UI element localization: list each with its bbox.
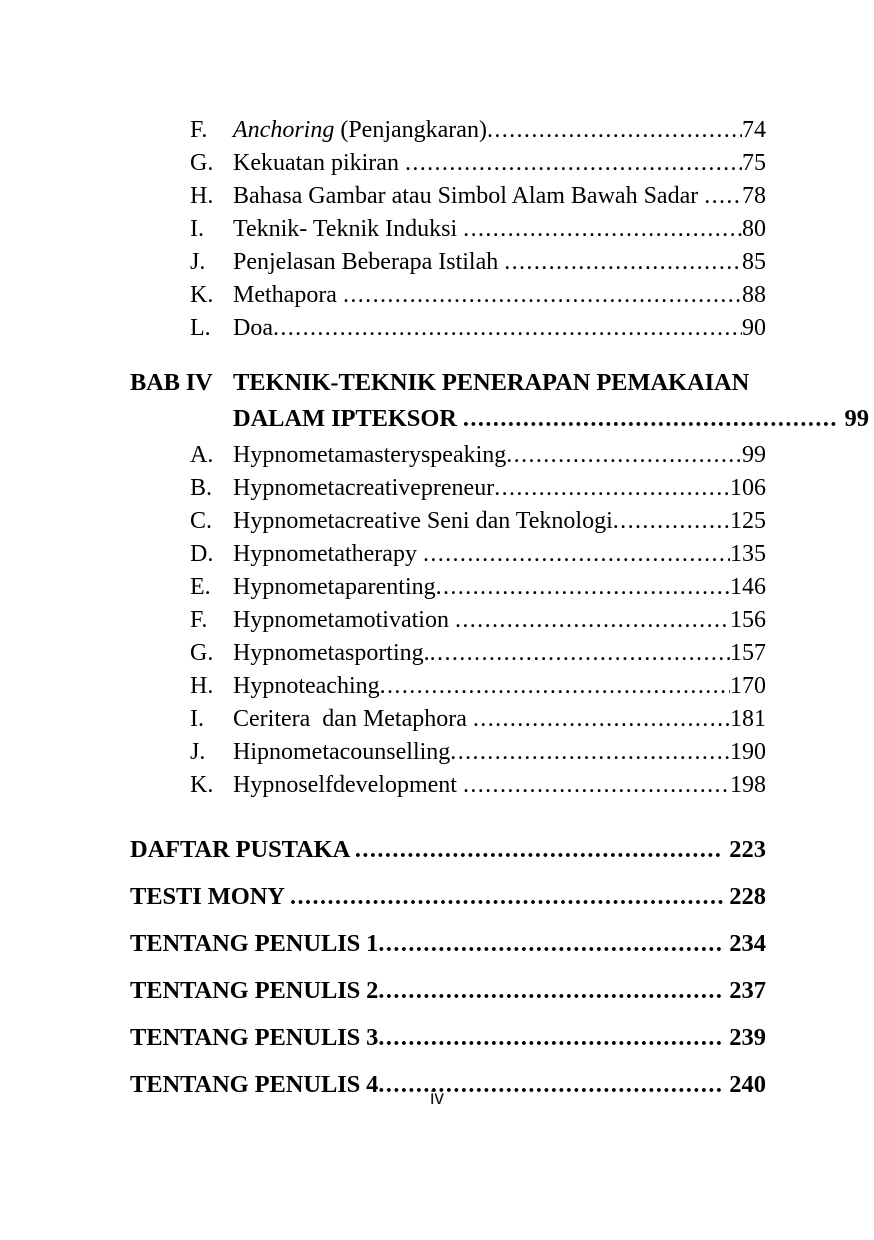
entry-marker: J. [190, 249, 206, 275]
dot-leader [494, 476, 730, 500]
dot-leader [487, 118, 742, 142]
dot-leader [380, 674, 730, 698]
chapter-page-number: 99 [838, 405, 869, 432]
toc-entry[interactable] [130, 279, 766, 312]
page-folio: iv [430, 1088, 444, 1109]
entry-page-number: 170 [730, 673, 766, 699]
entry-marker: A. [190, 442, 214, 468]
toc-entry[interactable] [130, 769, 766, 802]
entry-title: Bahasa Gambar atau Simbol Alam Bawah Sadar [233, 183, 705, 209]
entry-marker: J. [190, 739, 206, 765]
entry-page-number: 99 [742, 442, 766, 468]
toc-entry[interactable] [130, 180, 766, 213]
entry-title: Hypnometasporting. [233, 640, 430, 666]
dot-leader [463, 773, 730, 797]
entry-marker: L. [190, 315, 211, 341]
entry-marker: F. [190, 117, 208, 143]
entry-title: Ceritera dan Metaphora [233, 706, 473, 732]
dot-leader [473, 707, 730, 731]
toc-entry-major[interactable] [130, 873, 766, 920]
entry-title: Doa [233, 315, 273, 341]
entry-marker: I. [190, 706, 204, 732]
toc-group-back-matter [130, 826, 766, 1108]
dot-leader [455, 608, 730, 632]
toc-entry[interactable] [130, 505, 766, 538]
dot-leader [378, 1026, 723, 1051]
toc-entry[interactable] [130, 312, 766, 345]
dot-leader [273, 316, 742, 340]
entry-page-number: 106 [730, 475, 766, 501]
entry-page-number: 90 [742, 315, 766, 341]
toc-entry[interactable] [130, 246, 766, 279]
toc-entry[interactable] [130, 147, 766, 180]
entry-marker: H. [190, 673, 214, 699]
entry-page-number: 74 [742, 117, 766, 143]
toc-entry-major[interactable] [130, 920, 766, 967]
toc-entry-major[interactable] [130, 826, 766, 873]
dot-leader [378, 979, 723, 1004]
entry-page-number: 88 [742, 282, 766, 308]
entry-title [233, 114, 487, 147]
dot-leader [463, 407, 838, 432]
chapter-heading-line-2 [130, 401, 869, 437]
toc-entry[interactable] [130, 439, 766, 472]
entry-page-number: 156 [730, 607, 766, 633]
entry-title: Penjelasan Beberapa Istilah [233, 249, 505, 275]
entry-marker: D. [190, 541, 214, 567]
entry-marker: E. [190, 574, 211, 600]
toc-group-bab3-tail [130, 114, 766, 345]
toc-entry[interactable] [130, 538, 766, 571]
entry-title: Hypnometaparenting [233, 574, 436, 600]
chapter-heading-bab-iv[interactable] [130, 365, 869, 437]
entry-title: Hypnometacreative Seni dan Teknologi [233, 508, 613, 534]
entry-title: Hypnometamotivation [233, 607, 455, 633]
entry-page-number: 78 [742, 183, 766, 209]
entry-page-number: 239 [723, 1024, 766, 1051]
entry-title: Hypnoteaching [233, 673, 380, 699]
toc-group-bab4 [130, 439, 766, 802]
entry-page-number: 75 [742, 150, 766, 176]
entry-title: Hipnometacounselling [233, 739, 451, 765]
entry-page-number: 228 [723, 883, 766, 910]
entry-marker: I. [190, 216, 204, 242]
entry-page-number: 80 [742, 216, 766, 242]
entry-title: Kekuatan pikiran [233, 150, 405, 176]
entry-marker: B. [190, 475, 213, 501]
dot-leader [430, 641, 730, 665]
toc-body [130, 112, 869, 1108]
entry-page-number: 198 [730, 772, 766, 798]
entry-title: TENTANG PENULIS 1 [130, 930, 379, 957]
toc-entry[interactable] [130, 703, 766, 736]
chapter-title-line-2: DALAM IPTEKSOR [233, 405, 463, 432]
entry-page-number: 237 [723, 977, 766, 1004]
dot-leader [704, 184, 742, 208]
entry-title: Hypnometamasteryspeaking [233, 442, 507, 468]
entry-marker: K. [190, 772, 214, 798]
entry-title-rest: (Penjangkaran) [334, 117, 487, 143]
dot-leader [290, 885, 723, 910]
entry-title: TENTANG PENULIS 4 [130, 1071, 379, 1098]
entry-page-number: 181 [730, 706, 766, 732]
toc-entry[interactable] [130, 213, 766, 246]
entry-title: Hypnometacreativepreneur [233, 475, 495, 501]
toc-entry[interactable] [130, 114, 766, 147]
dot-leader [405, 151, 742, 175]
entry-marker: F. [190, 607, 208, 633]
dot-leader [343, 283, 742, 307]
toc-entry[interactable] [130, 571, 766, 604]
toc-entry-major[interactable] [130, 967, 766, 1014]
toc-entry[interactable] [130, 472, 766, 505]
entry-title: TENTANG PENULIS 2 [130, 977, 379, 1004]
entry-title: Hypnometatherapy [233, 541, 423, 567]
dot-leader [355, 838, 723, 863]
entry-title: Hypnoselfdevelopment [233, 772, 463, 798]
dot-leader [504, 250, 742, 274]
dot-leader [506, 443, 742, 467]
chapter-label: BAB IV [130, 369, 213, 396]
entry-marker: C. [190, 508, 213, 534]
entry-page-number: 125 [730, 508, 766, 534]
toc-entry[interactable] [130, 670, 766, 703]
entry-page-number: 157 [730, 640, 766, 666]
entry-marker: H. [190, 183, 214, 209]
entry-page-number: 85 [742, 249, 766, 275]
entry-page-number: 240 [723, 1071, 766, 1098]
chapter-heading-line-1 [130, 365, 766, 401]
entry-title: TENTANG PENULIS 3 [130, 1024, 379, 1051]
entry-title-italic: Anchoring [233, 117, 335, 143]
entry-marker: G. [190, 640, 214, 666]
toc-entry[interactable] [130, 736, 766, 769]
entry-page-number: 146 [730, 574, 766, 600]
entry-marker: K. [190, 282, 214, 308]
entry-page-number: 223 [723, 836, 766, 863]
dot-leader [613, 509, 730, 533]
entry-title: Teknik- Teknik Induksi [233, 216, 464, 242]
entry-marker: G. [190, 150, 214, 176]
dot-leader [463, 217, 742, 241]
entry-title: TESTI MONY [130, 883, 290, 910]
entry-page-number: 135 [730, 541, 766, 567]
dot-leader [450, 740, 730, 764]
chapter-title-line-1: TEKNIK-TEKNIK PENERAPAN PEMAKAIAN [233, 369, 750, 396]
dot-leader [378, 932, 723, 957]
entry-title: Methapora [233, 282, 343, 308]
toc-entry-major[interactable] [130, 1014, 766, 1061]
dot-leader [436, 575, 730, 599]
entry-page-number: 190 [730, 739, 766, 765]
dot-leader [423, 542, 730, 566]
toc-entry[interactable] [130, 604, 766, 637]
toc-entry[interactable] [130, 637, 766, 670]
entry-title: DAFTAR PUSTAKA [130, 836, 355, 863]
entry-page-number: 234 [723, 930, 766, 957]
